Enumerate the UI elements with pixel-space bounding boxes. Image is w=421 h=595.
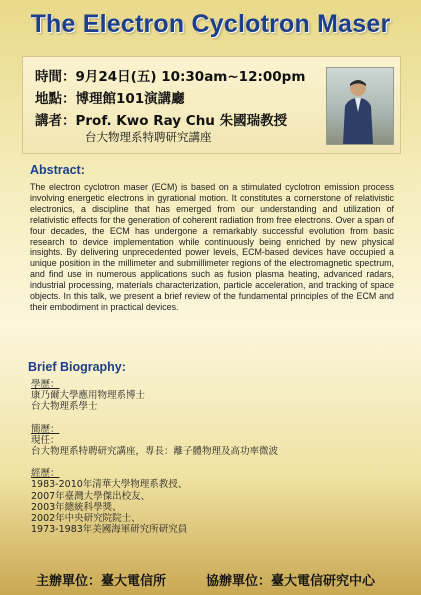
abstract-text: The electron cyclotron maser (ECM) is based on a stimulated cyclotron emission process involving energetic electrons in gyrational motion. It constitutes a cornerstone of relativistic electronics, a discipline that has emerged from our understanding and utilization of relativistic effects for the generation of coherent radiation from free electrons. Over a span of four decades, the ECM has undergone a remarkably successful evolution from basic research to device implementation while continuously being enriched by new physical insights. By delivering unprecedented power levels, ECM-based devices have occupied a unique position in the millimeter and submillimeter regions of the electromagnetic spectrum, and find use in numerous applications such as fusion plasma heating, advanced radars, industrial processing, materials characterization, particle acceleration, and tracking of space objects. In this talk, we present a brief review of the fundamental principles of the ECM and their embodiment in practical devices. xyxy=(30,182,394,312)
page-title: The Electron Cyclotron Maser xyxy=(30,10,391,38)
event-info-box xyxy=(22,56,401,154)
abstract-heading: Abstract: xyxy=(30,163,85,177)
current-position: 台大物理系特聘研究講座，專長：離子體物理及高功率微波 xyxy=(31,446,279,458)
experience-item: 2003年總統科學獎、 xyxy=(31,501,122,513)
event-speaker: 講者：Prof. Kwo Ray Chu 朱國瑞教授 xyxy=(35,113,288,129)
education-item: 台大物理系學士 xyxy=(31,401,98,413)
biography-body xyxy=(31,379,371,535)
biography-heading: Brief Biography: xyxy=(28,360,126,374)
current-sub-label: 現任： xyxy=(31,434,60,446)
experience-item: 2007年臺灣大學傑出校友、 xyxy=(31,490,151,502)
event-place: 地點：博理館101演講廳 xyxy=(35,91,185,107)
experience-label: 經歷： xyxy=(31,468,60,480)
current-label: 簡歷： xyxy=(31,423,60,435)
speaker-affiliation: 台大物理系特聘研究講座 xyxy=(85,130,212,144)
experience-item: 1983-2010年清華大學物理系教授、 xyxy=(31,479,188,491)
organizer: 主辦單位：臺大電信所 xyxy=(36,574,167,589)
education-label: 學歷： xyxy=(31,379,60,390)
education-item: 康乃爾大學應用物理系博士 xyxy=(31,390,146,402)
speaker-figure-icon xyxy=(341,76,375,144)
co-organizer: 協辦單位：臺大電信研究中心 xyxy=(206,574,376,589)
experience-item: 2002年中央研究院院士、 xyxy=(31,513,141,525)
event-time: 時間：9月24日(五) 10:30am~12:00pm xyxy=(35,69,306,85)
experience-item: 1973-1983年美國海軍研究所研究員 xyxy=(31,524,188,536)
speaker-photo xyxy=(326,67,394,145)
